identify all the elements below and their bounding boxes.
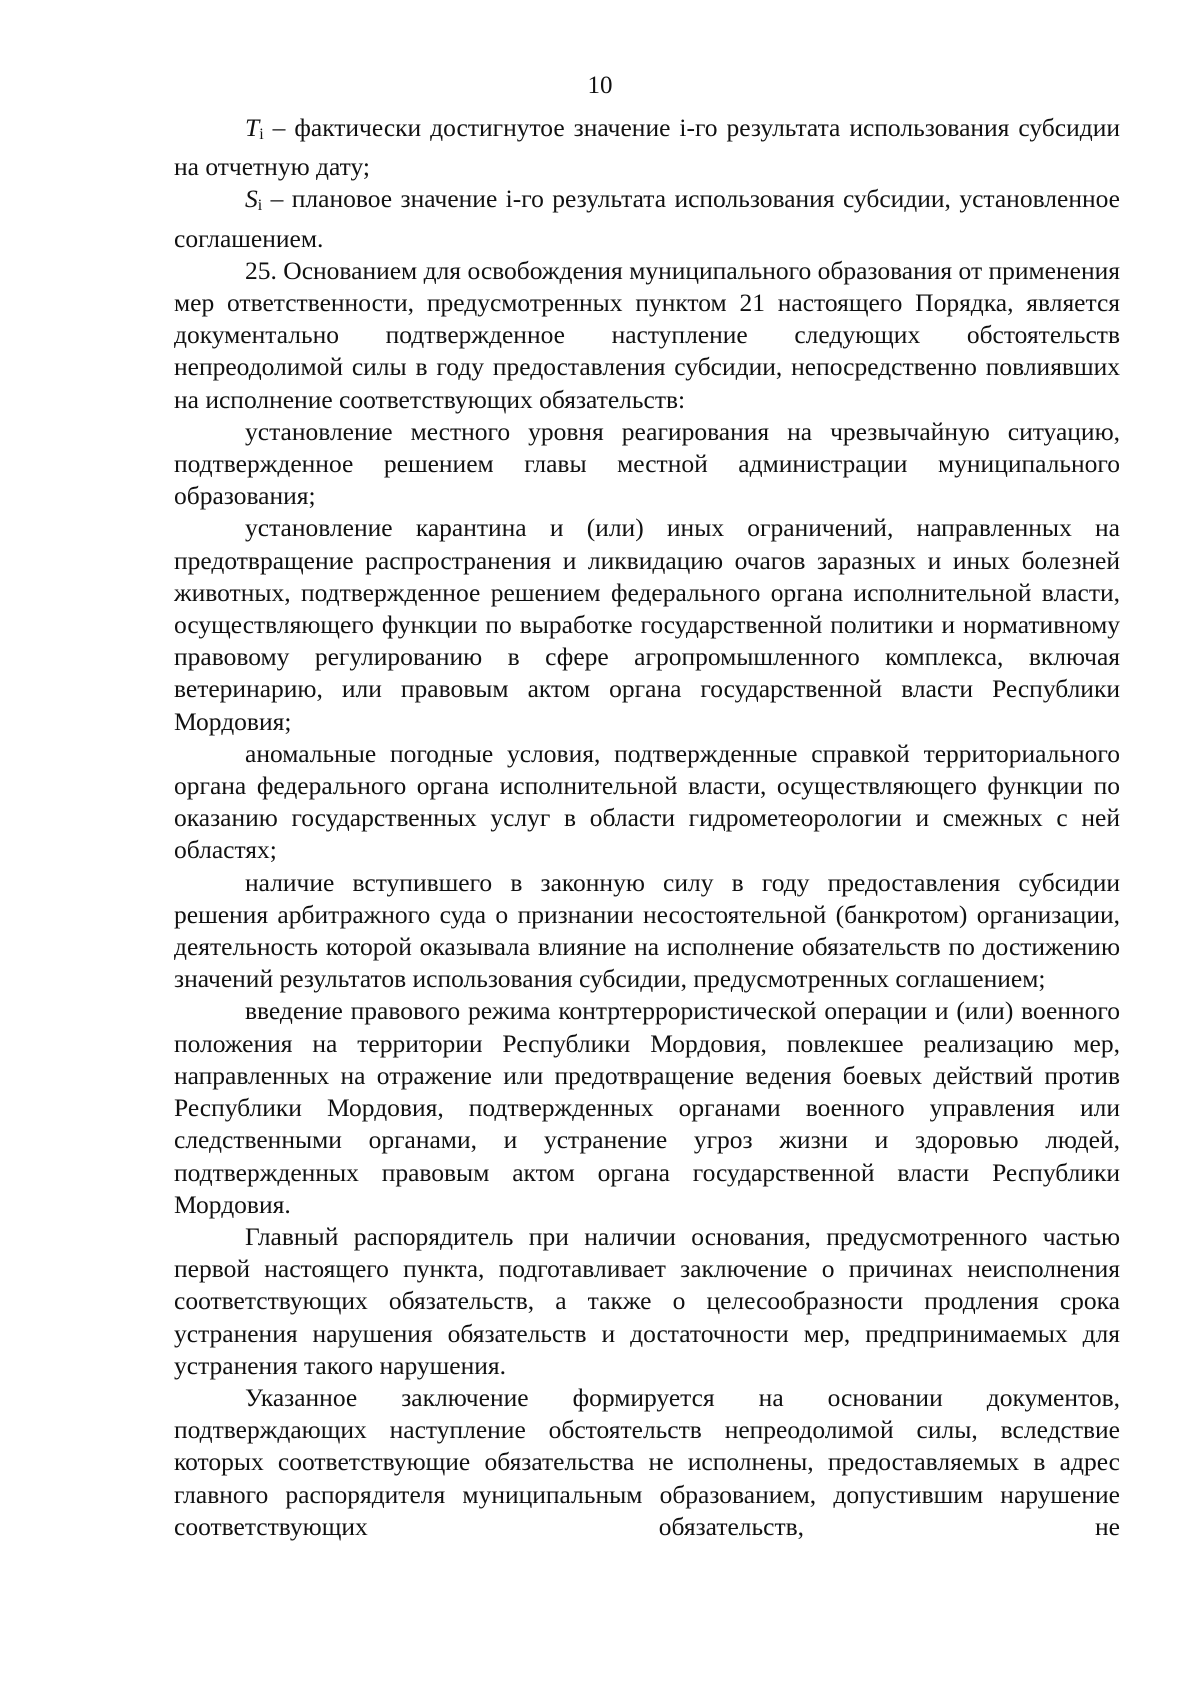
paragraph-25-intro: 25. Основанием для освобождения муниципального образования от применения мер ответственности, предусмотренных пунктом 21 настоящего Порядка, является документально подтвержденное наступление следующих обстоятельств непреодолимой силы в году предоставления субсидии, непосредственно повлиявших на исполнение соответствующих обязательств: xyxy=(174,255,1120,414)
paragraph-conclusion: Главный распорядитель при наличии основания, предусмотренного частью первой настоящего пункта, подготавливает заключение о причинах неисполнения соответствующих обязательств, а также о целесообразности продления срока устранения нарушения обязательств и достаточности мер, предпринимаемых для устранения такого нарушения. xyxy=(174,1221,1120,1380)
definition-s-text: – плановое значение i-го результата использования субсидии, установленное соглашением. xyxy=(174,184,1120,253)
paragraph-conclusion-basis: Указанное заключение формируется на основании документов, подтверждающих наступление обстоятельств непреодолимой силы, вследствие которых соответствующие обязательства не исполнены, предоставляемых в адрес главного распорядителя муниципальным образованием, допустившим нарушение соответствующих обязательств, не xyxy=(174,1382,1120,1541)
document-body xyxy=(174,112,1120,1543)
variable-subscript-t: i xyxy=(259,126,264,143)
variable-symbol-s: S xyxy=(245,184,258,214)
definition-t xyxy=(174,112,1120,183)
paragraph-emergency: установление местного уровня реагирования на чрезвычайную ситуацию, подтвержденное решением главы местной администрации муниципального образования; xyxy=(174,416,1120,511)
paragraph-martial-law: введение правового режима контртеррористической операции и (или) военного положения на территории Республики Мордовия, повлекшее реализацию мер, направленных на отражение или предотвращение ведения боевых действий против Республики Мордовия, подтвержденных органами военного управления или следственными органами, и устранение угроз жизни и здоровью людей, подтвержденных правовым актом органа государственной власти Республики Мордовия. xyxy=(174,996,1120,1219)
paragraph-bankruptcy: наличие вступившего в законную силу в году предоставления субсидии решения арбитражного суда о признании несостоятельной (банкротом) организации, деятельность которой оказывала влияние на исполнение обязательств по достижению значений результатов использования субсидии, предусмотренных соглашением; xyxy=(174,867,1120,994)
variable-symbol-t: T xyxy=(245,113,260,142)
definition-t-text: – фактически достигнутое значение i-го результата использования субсидии на отчетную дату; xyxy=(174,113,1120,182)
definition-s xyxy=(174,183,1120,254)
paragraph-weather: аномальные погодные условия, подтвержденные справкой территориального органа федерального органа исполнительной власти, осуществляющего функции по оказанию государственных услуг в области гидрометеорологии и смежных с ней областях; xyxy=(174,738,1120,865)
variable-subscript-s: i xyxy=(257,197,263,215)
paragraph-quarantine: установление карантина и (или) иных ограничений, направленных на предотвращение распространения и ликвидацию очагов заразных и иных болезней животных, подтвержденное решением федерального органа исполнительной власти, осуществляющего функции по выработке государственной политики и нормативному правовому регулированию в сфере агропромышленного комплекса, включая ветеринарию, или правовым актом органа государственной власти Республики Мордовия; xyxy=(174,513,1120,736)
page-number: 10 xyxy=(587,72,613,99)
